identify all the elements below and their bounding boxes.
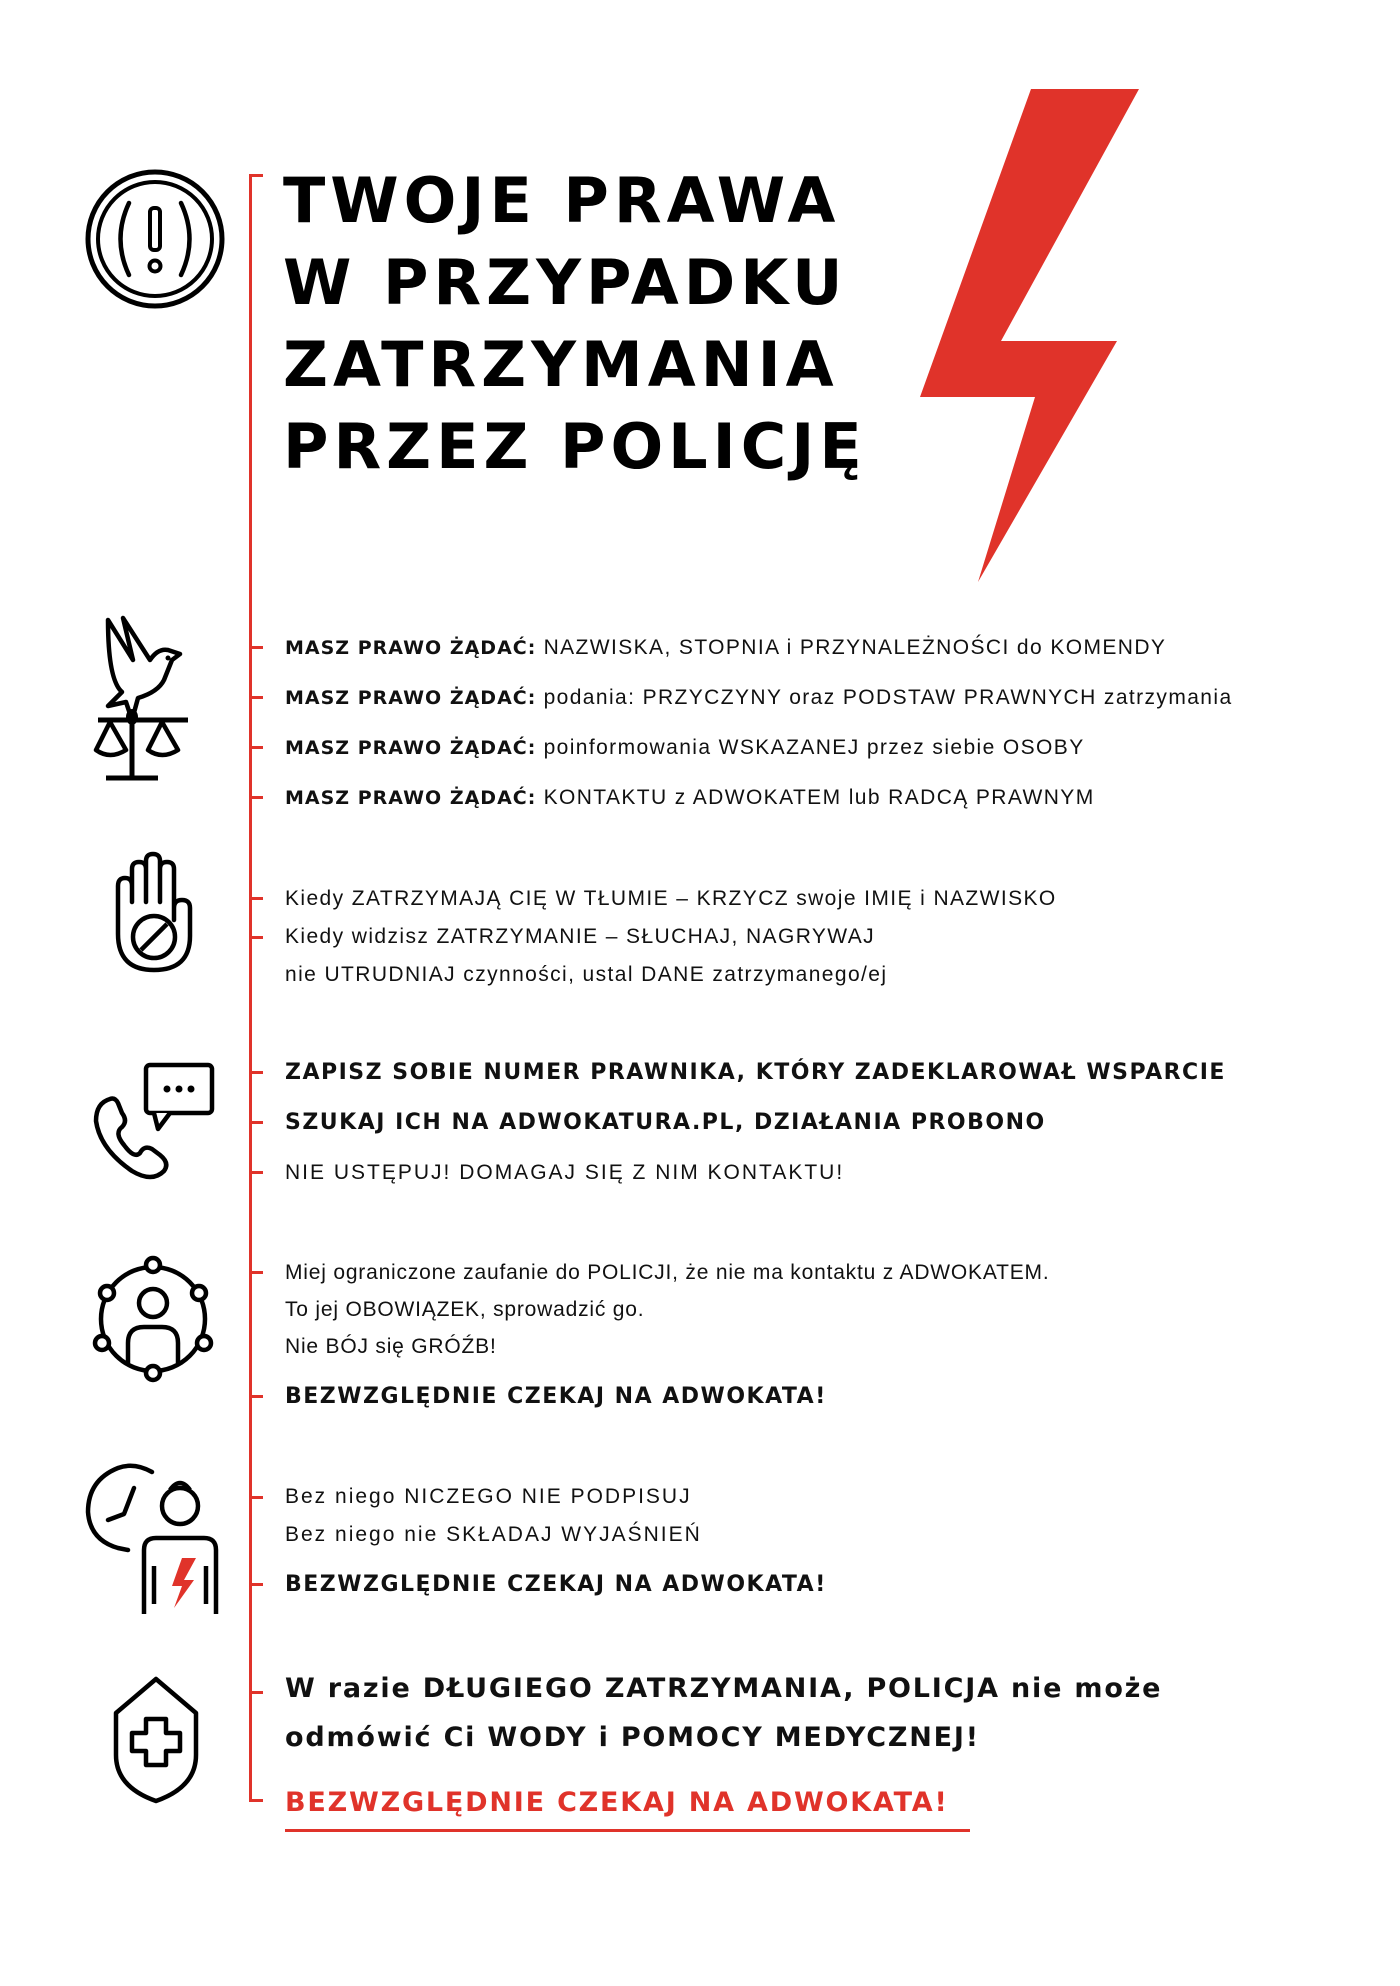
shield-cross-icon bbox=[110, 1675, 202, 1805]
timeline-tick bbox=[249, 1496, 263, 1499]
timeline-tick bbox=[249, 796, 263, 799]
right-label: MASZ PRAWO ŻĄDAĆ: bbox=[285, 687, 537, 709]
right-item bbox=[285, 785, 1095, 811]
timeline-tick bbox=[249, 1121, 263, 1124]
timeline-tick bbox=[249, 1271, 263, 1274]
right-label: MASZ PRAWO ŻĄDAĆ: bbox=[285, 787, 537, 809]
lawyer-line: NIE USTĘPUJ! DOMAGAJ SIĘ Z NIM KONTAKTU! bbox=[285, 1161, 845, 1184]
crowd-line: nie UTRUDNIAJ czynności, ustal DANE zatrzymanego/ej bbox=[285, 963, 888, 986]
waiting-emphasis: BEZWZGLĘDNIE CZEKAJ NA ADWOKATA! bbox=[285, 1572, 827, 1597]
timeline-tick bbox=[249, 936, 263, 939]
timeline-line bbox=[249, 174, 252, 1802]
lawyer-line: ZAPISZ SOBIE NUMER PRAWNIKA, KTÓRY ZADEKLAROWAŁ WSPARCIE bbox=[285, 1060, 1226, 1085]
trust-emphasis: BEZWZGLĘDNIE CZEKAJ NA ADWOKATA! bbox=[285, 1384, 827, 1409]
crowd-line: Kiedy ZATRZYMAJĄ CIĘ W TŁUMIE – KRZYCZ swoje IMIĘ i NAZWISKO bbox=[285, 887, 1057, 910]
right-text: KONTAKTU z ADWOKATEM lub RADCĄ PRAWNYM bbox=[536, 786, 1095, 809]
timeline-tick bbox=[249, 1395, 263, 1398]
clock-person-bolt-icon bbox=[82, 1462, 230, 1622]
trust-line: Miej ograniczone zaufanie do POLICJI, że nie ma kontaktu z ADWOKATEM. bbox=[285, 1261, 1050, 1284]
title-line: ZATRZYMANIA bbox=[283, 328, 839, 401]
crowd-line: Kiedy widzisz ZATRZYMANIE – SŁUCHAJ, NAGRYWAJ bbox=[285, 925, 876, 948]
trust-line: Nie BÓJ się GRÓŹB! bbox=[285, 1335, 497, 1358]
title-line: PRZEZ POLICJĘ bbox=[283, 410, 867, 483]
right-label: MASZ PRAWO ŻĄDAĆ: bbox=[285, 737, 537, 759]
right-item bbox=[285, 735, 1085, 761]
right-item bbox=[285, 635, 1166, 661]
network-person-icon bbox=[88, 1253, 218, 1385]
waiting-line: Bez niego nie SKŁADAJ WYJAŚNIEŃ bbox=[285, 1523, 702, 1546]
timeline-tick bbox=[249, 746, 263, 749]
medical-line: W razie DŁUGIEGO ZATRZYMANIA, POLICJA nie może bbox=[285, 1673, 1163, 1704]
phone-chat-icon bbox=[92, 1063, 217, 1183]
waiting-line: Bez niego NICZEGO NIE PODPISUJ bbox=[285, 1485, 692, 1508]
right-item bbox=[285, 685, 1233, 711]
timeline-tick bbox=[249, 1171, 263, 1174]
timeline-tick bbox=[249, 646, 263, 649]
timeline-tick bbox=[249, 1691, 263, 1694]
timeline-tick bbox=[249, 1799, 263, 1802]
title-line: TWOJE PRAWA bbox=[283, 164, 841, 237]
dove-scales-icon bbox=[88, 610, 223, 785]
right-text: NAZWISKA, STOPNIA i PRZYNALEŻNOŚCI do KOMENDY bbox=[536, 636, 1167, 659]
title-line: W PRZYPADKU bbox=[283, 246, 848, 319]
trust-line: To jej OBOWIĄZEK, sprowadzić go. bbox=[285, 1298, 645, 1321]
right-text: podania: PRZYCZYNY oraz PODSTAW PRAWNYCH zatrzymania bbox=[536, 686, 1233, 709]
timeline-tick bbox=[249, 696, 263, 699]
medical-line: odmówić Ci WODY i POMOCY MEDYCZNEJ! bbox=[285, 1722, 980, 1753]
stop-hand-icon bbox=[108, 852, 198, 977]
timeline-tick bbox=[249, 1071, 263, 1074]
medical-emphasis: BEZWZGLĘDNIE CZEKAJ NA ADWOKATA! bbox=[285, 1787, 949, 1818]
timeline-tick bbox=[249, 174, 263, 177]
timeline-tick bbox=[249, 1583, 263, 1586]
alert-circle-icon bbox=[84, 168, 226, 310]
right-label: MASZ PRAWO ŻĄDAĆ: bbox=[285, 637, 537, 659]
timeline-tick bbox=[249, 897, 263, 900]
lawyer-line: SZUKAJ ICH NA ADWOKATURA.PL, DZIAŁANIA PROBONO bbox=[285, 1110, 1046, 1135]
emphasis-underline bbox=[285, 1829, 970, 1832]
page-title bbox=[283, 160, 867, 488]
right-text: poinformowania WSKAZANEJ przez siebie OSOBY bbox=[536, 736, 1085, 759]
